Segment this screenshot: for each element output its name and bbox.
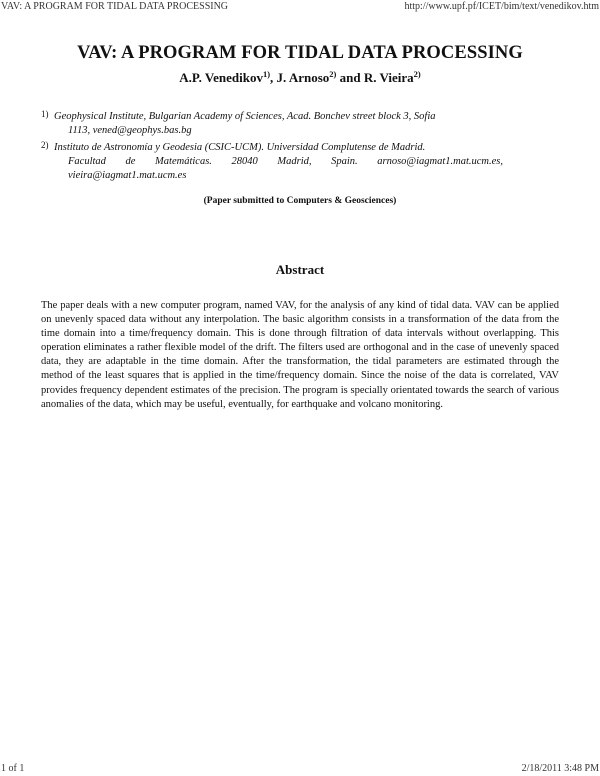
affiliation-text-continued: 1113, vened@geophys.bas.bg	[68, 125, 192, 136]
author-affiliation-mark: 2)	[329, 69, 337, 79]
author-list	[0, 69, 600, 86]
affiliation-number: 1)	[41, 109, 49, 119]
affiliation-text: Geophysical Institute, Bulgarian Academy of Sciences, Acad. Bonchev street block 3, Sofia	[54, 111, 436, 122]
author-affiliation-mark: 1)	[262, 69, 271, 79]
paper-title: VAV: A PROGRAM FOR TIDAL DATA PROCESSING	[77, 43, 523, 63]
submission-note: (Paper submitted to Computers & Geosciences)	[203, 196, 397, 206]
print-footer-page-count: 1 of 1	[1, 763, 25, 774]
author-name: R. Vieira	[363, 70, 414, 85]
author-affiliation-mark: 2)	[413, 69, 421, 79]
author-name: J. Arnoso	[276, 70, 330, 85]
print-footer-datetime: 2/18/2011 3:48 PM	[521, 763, 599, 774]
abstract-body: The paper deals with a new computer program, named VAV, for the analysis of any kind of tidal data. VAV can be applied on unevenly spaced data without any interpolation. The basic algorithm consists in a transformation of the data from the time domain into a time/frequency domain. This is done through filtration of data intervals without overlapping. This operation eliminates a rather flexible model of the drift. The filters used are orthogonal and in the case of unevenly spaced data, they are adaptable in the time domain. After the transformation, the tidal parameters are estimated through the method of the least squares that is applied in the time/frequency domain. Since the noise of the data is correlated, VAV provides frequency dependent estimates of the precision. The program is specially orientated towards the search of various anomalies of the data, which may be useful, eventually, for earthquake and volcano monitoring.	[41, 300, 559, 410]
print-header-title: VAV: A PROGRAM FOR TIDAL DATA PROCESSING	[1, 1, 229, 12]
affiliation-text-continued: Facultad de Matemáticas. 28040 Madrid, Spain. arnoso@iagmat1.mat.ucm.es, vieira@iagmat1.mat.ucm.es	[68, 156, 503, 181]
author-separator: and	[336, 70, 364, 85]
author-separator: ,	[270, 70, 277, 85]
print-header-url: http://www.upf.pf/ICET/bim/text/venedikov.htm	[404, 1, 599, 12]
affiliation-number: 2)	[41, 140, 49, 150]
affiliation-text: Instituto de Astronomía y Geodesia (CSIC-UCM). Universidad Complutense de Madrid.	[54, 142, 426, 153]
affiliation-2	[41, 141, 503, 183]
abstract-heading: Abstract	[275, 262, 325, 277]
author-name: A.P. Venedikov	[179, 70, 263, 85]
affiliation-1	[41, 110, 503, 138]
